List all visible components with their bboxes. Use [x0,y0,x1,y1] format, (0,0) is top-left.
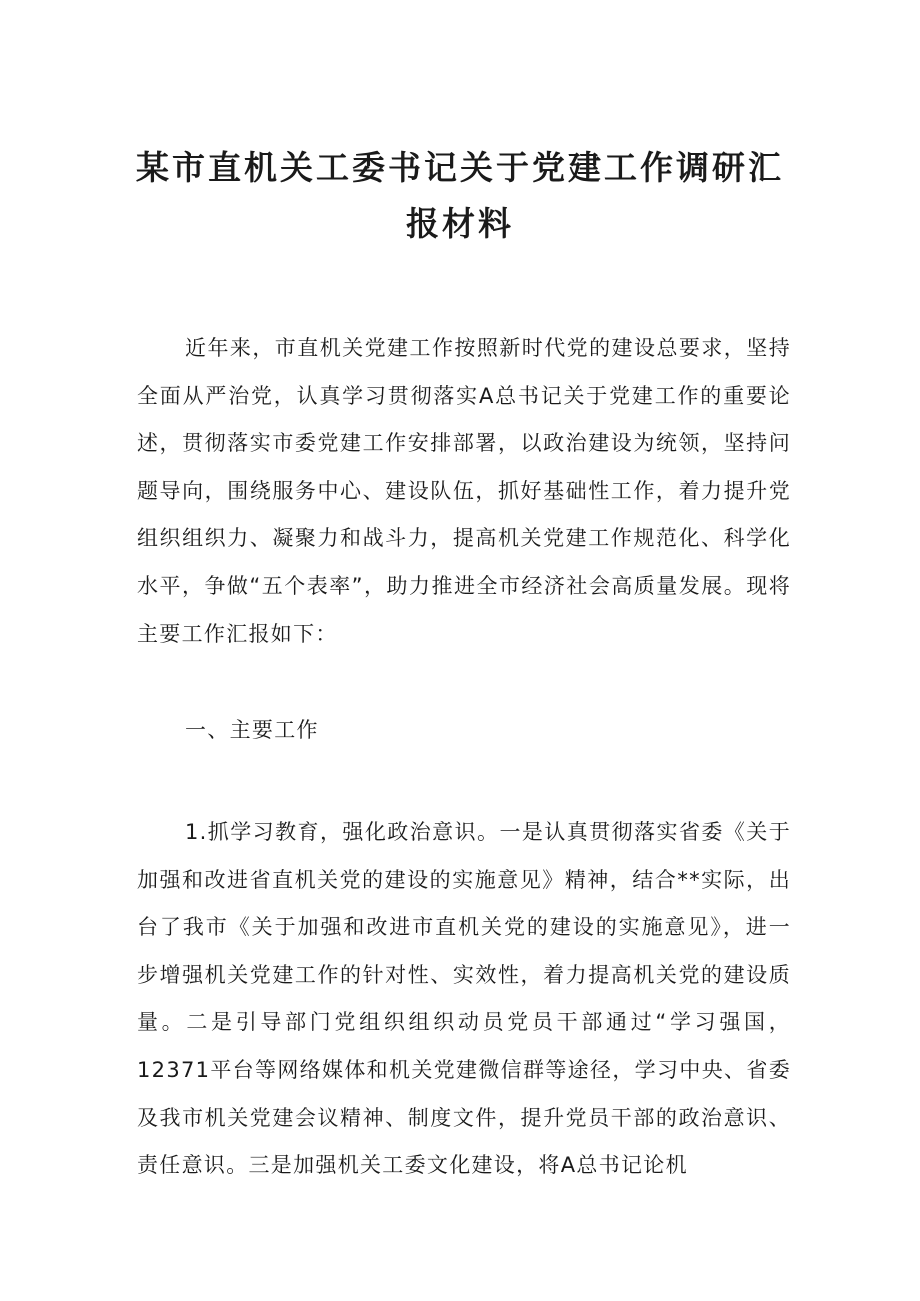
intro-paragraph: 近年来，市直机关党建工作按照新时代党的建设总要求，坚持全面从严治党，认真学习贯彻落实A总书记关于党建工作的重要论述，贯彻落实市委党建工作安排部署，以政治建设为统领，坚持问题导向，围绕服务中心、建设队伍，抓好基础性工作，着力提升党组织组织力、凝聚力和战斗力，提高机关党建工作规范化、科学化水平，争做“五个表率”，助力推进全市经济社会高质量发展。现将主要工作汇报如下： [137,336,791,646]
section-heading: 一、主要工作 [185,718,319,742]
document-title [110,140,810,252]
title-line-2: 报材料 [406,204,514,244]
section-paragraph: 1.抓学习教育，强化政治意识。一是认真贯彻落实省委《关于加强和改进省直机关党的建设的实施意见》精神，结合**实际，出台了我市《关于加强和改进市直机关党的建设的实施意见》，进一步增强机关党建工作的针对性、实效性，着力提高机关党的建设质量。二是引导部门党组织组织动员党员干部通过“学习强国，12371平台等网络媒体和机关党建微信群等途径，学习中央、省委及我市机关党建会议精神、制度文件，提升党员干部的政治意识、责任意识。三是加强机关工委文化建设，将A总书记论机 [137,820,791,1178]
title-line-1: 某市直机关工委书记关于党建工作调研汇 [136,148,784,188]
